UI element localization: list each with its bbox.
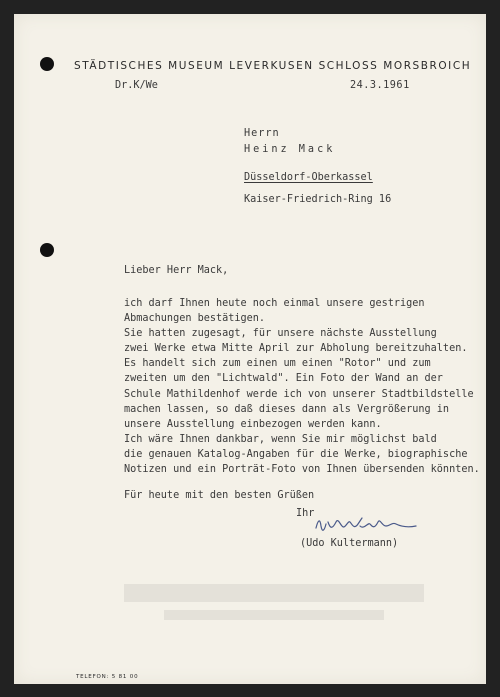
body-line: Abmachungen bestätigen. (124, 313, 266, 325)
handwritten-signature (312, 514, 422, 536)
closing-word: Ihr (296, 508, 315, 519)
closing-phrase: Für heute mit den besten Grüßen (124, 490, 315, 501)
letterhead: STÄDTISCHES MUSEUM LEVERKUSEN SCHLOSS MORSBROICH (74, 60, 472, 72)
recipient-line-1: Herrn (244, 128, 280, 139)
body-line: Sie hatten zugesagt, für unsere nächste Ausstellung (124, 328, 437, 340)
reverse-side-show-through (124, 574, 424, 634)
body-line: Ich wäre Ihnen dankbar, wenn Sie mir möglichst bald (124, 433, 437, 445)
salutation: Lieber Herr Mack, (124, 265, 229, 276)
punch-hole-top (40, 57, 54, 71)
punch-hole-middle (40, 243, 54, 257)
body-line: die genauen Katalog-Angaben für die Werke, biographische (124, 448, 468, 460)
body-line: Es handelt sich zum einen um einen "Rotor" und zum (124, 358, 431, 370)
body-line: zweiten um den "Lichtwald". Ein Foto der Wand an der (124, 373, 443, 385)
recipient-line-3: Düsseldorf-Oberkassel (244, 172, 373, 183)
body-line: machen lassen, so daß dieses dann als Vergrößerung in (124, 403, 450, 415)
body-line: zwei Werke etwa Mitte April zur Abholung bereitzuhalten. (124, 343, 468, 355)
letter-body (124, 296, 480, 477)
letter-date: 24.3.1961 (350, 80, 410, 91)
footer-phone: TELEFON: 5 81 00 (76, 674, 139, 680)
signer-name: (Udo Kultermann) (300, 538, 399, 549)
recipient-line-4: Kaiser-Friedrich-Ring 16 (244, 194, 392, 205)
reference-code: Dr.K/We (115, 80, 158, 91)
body-line: ich darf Ihnen heute noch einmal unsere gestrigen (124, 298, 425, 309)
body-line: unsere Ausstellung einbezogen werden kann. (124, 418, 382, 430)
body-line: Notizen und ein Porträt-Foto von Ihnen übersenden könnten. (124, 464, 480, 476)
letter-sheet (14, 14, 486, 684)
recipient-line-2: Heinz Mack (244, 144, 336, 155)
body-line: Schule Mathildenhof werde ich von unserer Stadtbildstelle (124, 388, 474, 400)
